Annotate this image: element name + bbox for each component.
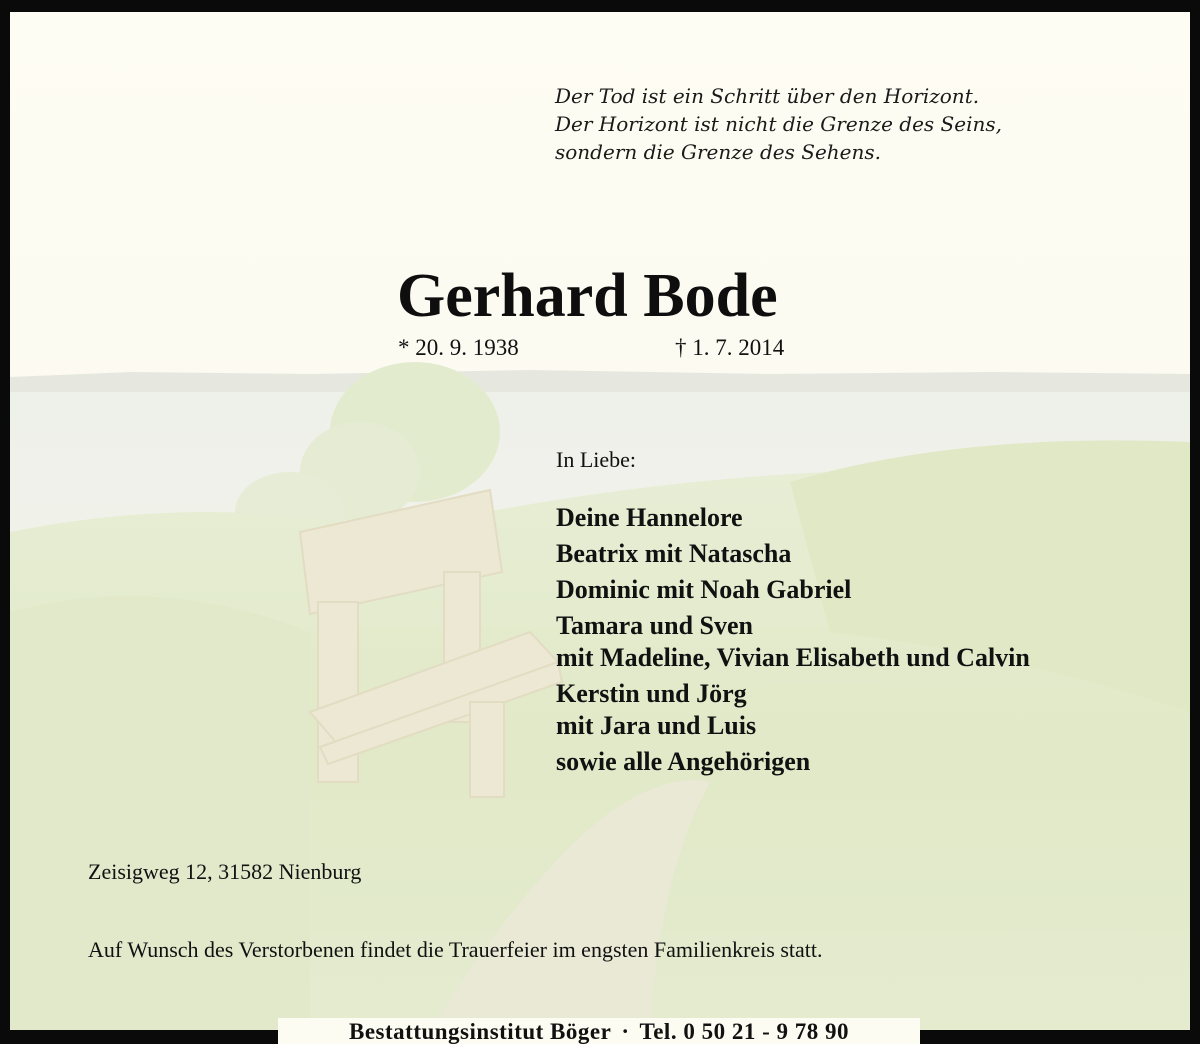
birth-date: * 20. 9. 1938: [398, 335, 519, 360]
memorial-quote: [555, 82, 1002, 166]
footer-separator: ·: [621, 1019, 630, 1044]
quote-line: sondern die Grenze des Sehens.: [555, 140, 882, 164]
mourner-entry: [556, 746, 1030, 778]
mourner-entry: [556, 574, 1030, 606]
mourner-line: Kerstin und Jörg: [556, 679, 747, 708]
family-address: Zeisigweg 12, 31582 Nienburg: [88, 859, 362, 884]
mourner-entry: [556, 678, 1030, 742]
mourner-line: mit Madeline, Vivian Elisabeth und Calvin: [556, 643, 1030, 672]
quote-line: Der Tod ist ein Schritt über den Horizont.: [555, 84, 980, 108]
quote-line: Der Horizont ist nicht die Grenze des Seins,: [555, 112, 1002, 136]
mourners-label: In Liebe:: [556, 447, 637, 472]
mourner-line: Tamara und Sven: [556, 611, 753, 640]
mourner-entry: [556, 502, 1030, 534]
death-date: † 1. 7. 2014: [675, 335, 785, 360]
funeral-notice: Auf Wunsch des Verstorbenen findet die Trauerfeier im engsten Familienkreis statt.: [88, 937, 823, 962]
funeral-home-name: Bestattungsinstitut Böger: [349, 1019, 612, 1044]
mourner-line: sowie alle Angehörigen: [556, 747, 811, 776]
mourner-line: Dominic mit Noah Gabriel: [556, 575, 852, 604]
mourner-entry: [556, 538, 1030, 570]
funeral-home-footer: [278, 1018, 920, 1044]
mourner-entry: [556, 610, 1030, 674]
deceased-name: Gerhard Bode: [397, 262, 778, 330]
funeral-home-phone: Tel. 0 50 21 - 9 78 90: [639, 1019, 849, 1044]
mourner-line: Deine Hannelore: [556, 503, 743, 532]
mourner-line: Beatrix mit Natascha: [556, 539, 792, 568]
mourners-list: [556, 502, 1030, 782]
mourner-line: mit Jara und Luis: [556, 711, 757, 740]
